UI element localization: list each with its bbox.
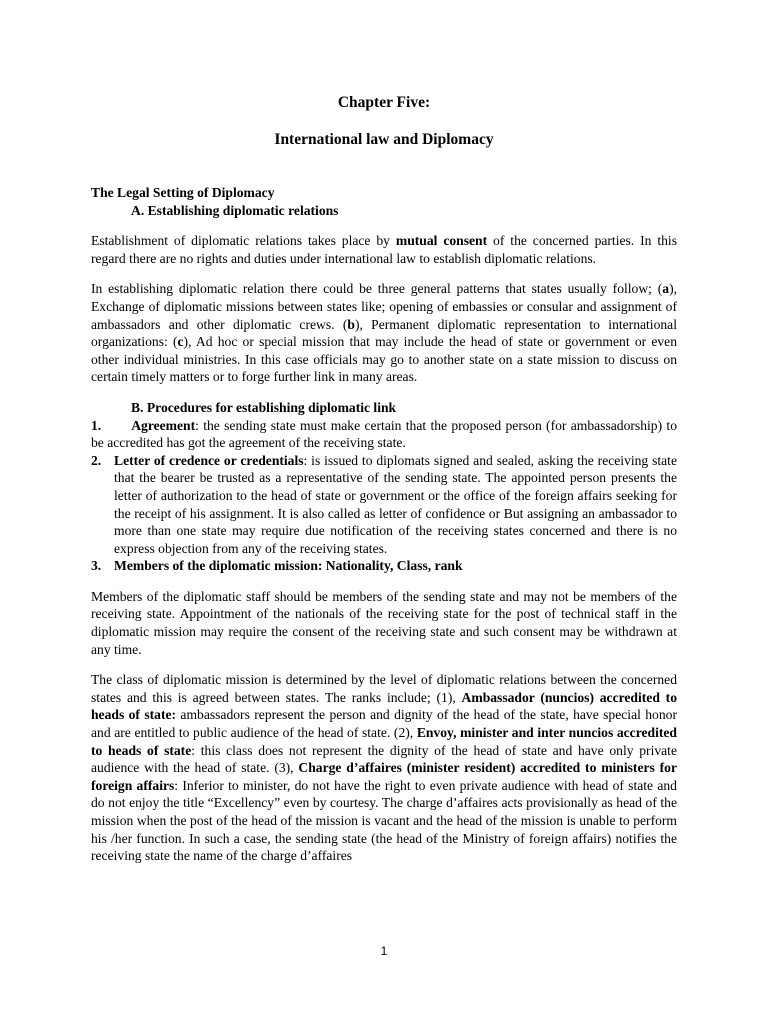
p4-text-d: : this class does not represent the dignity of the head of state and have only private audience with the head of state. (3),: [91, 742, 677, 776]
list-item-number: 1.: [91, 417, 102, 433]
p4-bold-charge: Charge d’affaires (minister resident) accredited to ministers for foreign affairs: [91, 760, 677, 793]
p1-bold: mutual consent: [395, 233, 488, 249]
p4-text-e: : Inferior to minister, do not have the right to even private audience with head of state and do not enjoy the title “Excellency” even by courtesy. The charge d’affaires acts provisionally as head of the mission when the post of the head of the mission is vacant and the head of the mission is unable to perform his /her function. In such a case, the sending state (the head of the Ministry of foreign affairs) notifies the receiving state the name of the charge d’affaires: [91, 777, 677, 864]
p2-text-a: In establishing diplomatic relation there could be three general patterns that states usually follow; (: [91, 281, 663, 297]
list-item-text: : is issued to diplomats signed and sealed, asking the receiving state that the bearer be trusted as a representative of the sending state. The appointed person presents the letter of authorization to the head of state or government or the office of the foreign affairs seeking for the receipt of his assignment. It is also called as letter of confidence or But assigning an ambassador to more than one state may require due notification of the receiving states concerned and there is no express objection from any of the receiving states.: [114, 452, 677, 556]
paragraph-ranks: [91, 671, 677, 865]
p2-text-d: ), Permanent diplomatic representation to international organizations: (: [91, 316, 677, 350]
list-item-number: 3.: [91, 558, 102, 574]
document-body: [91, 184, 677, 865]
list-item-credentials: [91, 452, 677, 558]
subsection-a-heading: A. Establishing diplomatic relations: [131, 202, 339, 218]
p2-text-e: ), Ad hoc or special mission that may include the head of state or government or even other individual ministries. In this case officials may go to another state on a state mission to discuss on certain timely matters or to forge further link in many areas.: [91, 334, 677, 385]
chapter-subtitle: International law and Diplomacy: [274, 131, 494, 148]
list-item-bold: Letter of credence or credentials: [114, 452, 304, 468]
p1-text-a: Establishment of diplomatic relations takes place by: [91, 233, 396, 249]
paragraph-staff: Members of the diplomatic staff should be members of the sending state and may not be members of the receiving state. Appointment of the nationals of the receiving state for the post of technical staff in the diplomatic mission may require the consent of the receiving state and such consent may be withdrawn at any time.: [91, 588, 677, 657]
subsection-b-heading: B. Procedures for establishing diplomatic link: [131, 399, 397, 415]
list-item-number: 2.: [91, 452, 102, 468]
section-heading: The Legal Setting of Diplomacy: [91, 185, 275, 200]
paragraph-mutual-consent: [91, 232, 677, 267]
chapter-title: Chapter Five:: [337, 94, 431, 111]
p2-bold-c: c: [177, 334, 184, 350]
list-item-members: [91, 557, 677, 575]
p4-bold-ambassador: Ambassador (nuncios) accredited to heads of state:: [91, 689, 677, 723]
page-number: 1: [380, 944, 388, 958]
p4-text-a: The class of diplomatic mission is determined by the level of diplomatic relations between the concerned states and this is agreed between states. The ranks include; (1),: [91, 672, 677, 705]
p1-text-c: of the concerned parties. In this regard there are no rights and duties under international law to establish diplomatic relations.: [91, 233, 677, 266]
list-item-agreement: [91, 417, 677, 452]
p4-bold-envoy: Envoy, minister and inter nuncios accredited to heads of state: [91, 725, 677, 758]
paragraph-patterns: [91, 280, 677, 386]
p2-bold-a: a: [662, 281, 670, 297]
p2-text-c: ), Exchange of diplomatic missions between states like; opening of embassies or consular and assignment of ambassadors and other diplomatic crews. (: [91, 281, 677, 332]
list-item-bold: Members of the diplomatic mission: Nationality, Class, rank: [114, 558, 463, 574]
list-item-text: : the sending state must make certain that the proposed person (for ambassadorship) to be accredited has got the agreement of the receiving state.: [91, 417, 677, 451]
p2-bold-b: b: [347, 316, 355, 332]
p4-text-c: ambassadors represent the person and dignity of the head of the state, have special honor and are entitled to public audience of the head of state. (2),: [91, 707, 677, 741]
list-item-bold: Agreement: [131, 417, 196, 433]
